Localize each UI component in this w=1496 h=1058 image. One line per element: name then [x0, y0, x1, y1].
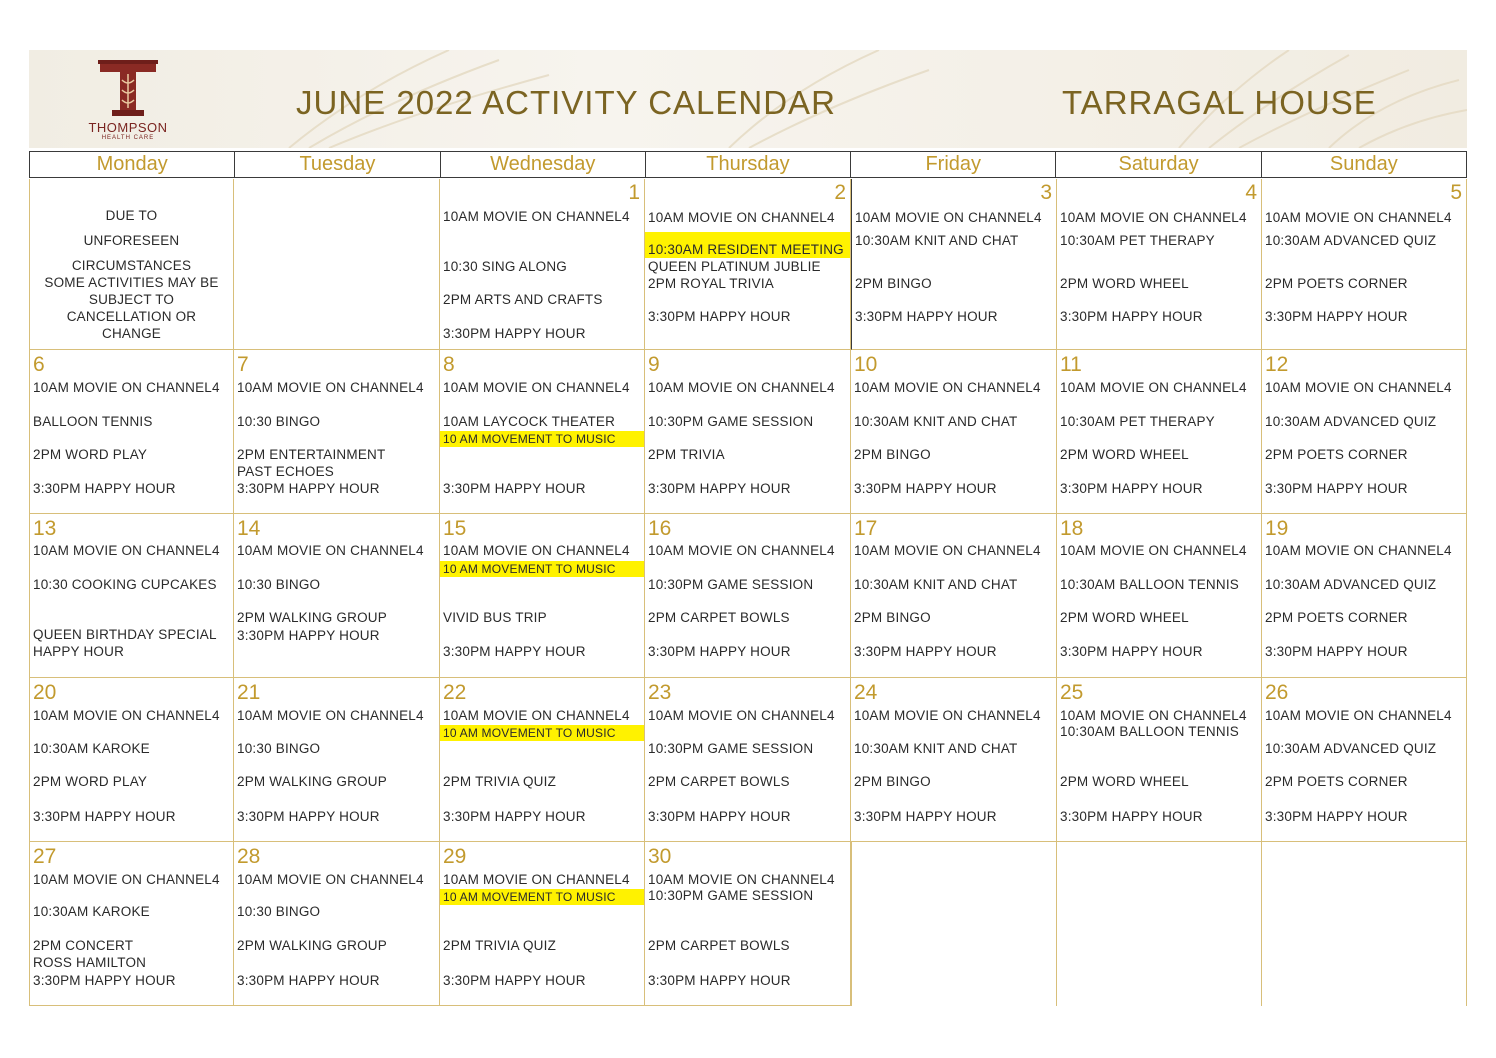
highlighted-event: 10 AM MOVEMENT TO MUSIC — [440, 889, 644, 905]
day-number: 4 — [1245, 181, 1257, 204]
day-cell — [1262, 350, 1467, 514]
day-number: 23 — [648, 681, 672, 704]
event-item: 3:30PM HAPPY HOUR — [854, 481, 997, 496]
event-item: 3:30PM HAPPY HOUR — [648, 644, 791, 659]
event-item: 10:30 COOKING CUPCAKES — [33, 577, 217, 592]
day-cell — [440, 179, 645, 350]
day-cell — [29, 179, 234, 350]
event-item: 2PM BINGO — [854, 610, 931, 625]
event-item: 3:30PM HAPPY HOUR — [854, 644, 997, 659]
day-number: 9 — [648, 353, 660, 376]
day-number: 22 — [443, 681, 467, 704]
event-item: 3:30PM HAPPY HOUR — [33, 481, 176, 496]
event-item: 10AM MOVIE ON CHANNEL4 — [33, 708, 220, 723]
event-item: 2PM BINGO — [854, 774, 931, 789]
event-item: 10AM MOVIE ON CHANNEL4 — [33, 380, 220, 395]
event-item: 10:30 BINGO — [237, 741, 321, 756]
event-item: 3:30PM HAPPY HOUR — [648, 809, 791, 824]
day-number: 18 — [1060, 517, 1084, 540]
weekday-wednesday: Wednesday — [441, 152, 646, 177]
day-number: 2 — [834, 181, 846, 204]
event-item: QUEEN PLATINUM JUBLIE — [648, 259, 821, 274]
day-number: 12 — [1265, 353, 1289, 376]
event-item: 10AM MOVIE ON CHANNEL4 — [854, 543, 1041, 558]
day-number: 28 — [237, 845, 261, 868]
event-item: 2PM CARPET BOWLS — [648, 774, 790, 789]
event-item: 2PM TRIVIA — [648, 447, 725, 462]
house-name: TARRAGAL HOUSE — [1062, 84, 1377, 121]
day-cell — [851, 179, 1057, 350]
event-item: 10AM MOVIE ON CHANNEL4 — [443, 209, 630, 224]
day-number: 25 — [1060, 681, 1084, 704]
event-item: 10:30AM KNIT AND CHAT — [854, 577, 1018, 592]
weekday-friday: Friday — [851, 152, 1056, 177]
day-cell — [1057, 842, 1262, 1006]
event-item: 10AM MOVIE ON CHANNEL4 — [33, 543, 220, 558]
day-number: 11 — [1060, 353, 1082, 376]
event-item: 3:30PM HAPPY HOUR — [1060, 809, 1203, 824]
day-number: 14 — [237, 517, 261, 540]
day-cell — [234, 842, 440, 1006]
day-number: 13 — [33, 517, 57, 540]
event-item: 10:30AM PET THERAPY — [1060, 414, 1215, 429]
event-item: QUEEN BIRTHDAY SPECIAL — [33, 627, 217, 642]
event-item: BALLOON TENNIS — [33, 414, 153, 429]
notice-line: CIRCUMSTANCES — [71, 258, 192, 273]
weekday-saturday: Saturday — [1056, 152, 1261, 177]
event-item: 10AM MOVIE ON CHANNEL4 — [648, 708, 835, 723]
day-cell — [851, 350, 1057, 514]
notice-line: CANCELLATION OR — [66, 309, 197, 324]
event-item: 10:30AM KAROKE — [33, 741, 150, 756]
notice-line: UNFORESEEN — [83, 233, 180, 248]
day-cell — [851, 514, 1057, 678]
event-item: 10:30AM KNIT AND CHAT — [854, 741, 1018, 756]
day-cell — [440, 842, 645, 1006]
event-item: 3:30PM HAPPY HOUR — [443, 644, 586, 659]
event-item: 2PM ENTERTAINMENT — [237, 447, 386, 462]
notice-line: SUBJECT TO — [88, 292, 175, 307]
logo-t-icon — [78, 60, 178, 120]
day-number: 10 — [854, 353, 878, 376]
day-cell — [645, 842, 851, 1006]
event-item: 10AM LAYCOCK THEATER — [443, 414, 616, 429]
notice-line: CHANGE — [102, 326, 161, 341]
event-item: 10AM MOVIE ON CHANNEL4 — [1060, 210, 1247, 225]
day-number: 26 — [1265, 681, 1289, 704]
event-item: 10AM MOVIE ON CHANNEL4 — [237, 380, 424, 395]
day-cell — [1262, 678, 1467, 842]
day-cell — [1057, 678, 1262, 842]
event-item: ROSS HAMILTON — [33, 955, 147, 970]
day-cell — [645, 350, 851, 514]
event-item: 3:30PM HAPPY HOUR — [237, 809, 380, 824]
event-item: 3:30PM HAPPY HOUR — [443, 326, 586, 341]
event-item: 10AM MOVIE ON CHANNEL4 — [1060, 380, 1247, 395]
day-cell — [234, 179, 440, 350]
event-item: 2PM CARPET BOWLS — [648, 938, 790, 953]
day-number: 1 — [628, 181, 640, 204]
event-item: 2PM WALKING GROUP — [237, 774, 387, 789]
event-item: 3:30PM HAPPY HOUR — [33, 809, 176, 824]
day-number: 15 — [443, 517, 467, 540]
event-item: VIVID BUS TRIP — [443, 610, 547, 625]
event-item: 2PM ARTS AND CRAFTS — [443, 292, 603, 307]
day-cell — [1262, 514, 1467, 678]
day-cell — [1057, 514, 1262, 678]
day-cell — [440, 514, 645, 678]
event-item: 2PM ROYAL TRIVIA — [648, 276, 774, 291]
event-item: 10AM MOVIE ON CHANNEL4 — [33, 872, 220, 887]
day-cell — [1262, 842, 1467, 1006]
event-item: 10AM MOVIE ON CHANNEL4 — [237, 708, 424, 723]
logo-subtitle: HEALTH CARE — [101, 135, 155, 141]
event-item: 3:30PM HAPPY HOUR — [237, 628, 380, 643]
weekday-monday: Monday — [30, 152, 235, 177]
event-item: 10:30AM KAROKE — [33, 904, 150, 919]
event-item: 2PM WORD PLAY — [33, 447, 148, 462]
highlighted-event: 10 AM MOVEMENT TO MUSIC — [440, 725, 644, 741]
event-item: 10:30AM BALLOON TENNIS — [1060, 577, 1239, 592]
event-item: 10AM MOVIE ON CHANNEL4 — [648, 210, 835, 225]
event-item: 10AM MOVIE ON CHANNEL4 — [1060, 543, 1247, 558]
notice-line: SOME ACTIVITIES MAY BE — [44, 275, 219, 290]
day-cell — [645, 514, 851, 678]
event-item: 10:30 BINGO — [237, 904, 321, 919]
event-item: 10AM MOVIE ON CHANNEL4 — [648, 872, 835, 887]
day-number: 24 — [854, 681, 878, 704]
weekday-tuesday: Tuesday — [235, 152, 440, 177]
event-item: 3:30PM HAPPY HOUR — [648, 973, 791, 988]
day-cell — [1262, 179, 1467, 350]
day-number: 19 — [1265, 517, 1289, 540]
highlighted-event: 10:30AM RESIDENT MEETING — [645, 232, 850, 258]
event-item: 3:30PM HAPPY HOUR — [1060, 309, 1203, 324]
event-item: PAST ECHOES — [237, 464, 334, 479]
event-item: 2PM POETS CORNER — [1265, 447, 1408, 462]
event-item: 3:30PM HAPPY HOUR — [854, 809, 997, 824]
event-item: 10:30 BINGO — [237, 414, 321, 429]
page-title: JUNE 2022 ACTIVITY CALENDAR — [296, 84, 836, 121]
day-cell — [851, 678, 1057, 842]
day-number: 7 — [237, 353, 249, 376]
event-item: 10AM MOVIE ON CHANNEL4 — [648, 543, 835, 558]
event-item: 2PM WORD WHEEL — [1060, 276, 1189, 291]
event-item: 3:30PM HAPPY HOUR — [855, 309, 998, 324]
highlighted-event: 10 AM MOVEMENT TO MUSIC — [440, 431, 644, 447]
day-cell — [1057, 350, 1262, 514]
day-number: 6 — [33, 353, 45, 376]
event-item: 2PM TRIVIA QUIZ — [443, 774, 557, 789]
event-item: 10AM MOVIE ON CHANNEL4 — [648, 380, 835, 395]
event-item: 2PM WORD PLAY — [33, 774, 148, 789]
event-item: 10AM MOVIE ON CHANNEL4 — [1265, 210, 1452, 225]
day-cell — [234, 514, 440, 678]
event-item: 10:30AM PET THERAPY — [1060, 233, 1215, 248]
event-item: 10:30AM ADVANCED QUIZ — [1265, 741, 1437, 756]
event-item: 10:30AM BALLOON TENNIS — [1060, 724, 1239, 739]
event-item: 2PM POETS CORNER — [1265, 610, 1408, 625]
day-cell — [29, 678, 234, 842]
event-item: 10:30PM GAME SESSION — [648, 888, 814, 903]
notice-line: DUE TO — [105, 208, 158, 223]
event-item: 3:30PM HAPPY HOUR — [1060, 481, 1203, 496]
event-item: 2PM CONCERT — [33, 938, 134, 953]
day-cell — [645, 179, 851, 350]
day-number: 8 — [443, 353, 455, 376]
event-item: 2PM POETS CORNER — [1265, 276, 1408, 291]
event-item: 3:30PM HAPPY HOUR — [443, 481, 586, 496]
event-item: 10AM MOVIE ON CHANNEL4 — [237, 872, 424, 887]
event-item: 2PM CARPET BOWLS — [648, 610, 790, 625]
day-cell — [29, 514, 234, 678]
event-item: 10AM MOVIE ON CHANNEL4 — [1265, 543, 1452, 558]
event-item: 3:30PM HAPPY HOUR — [1265, 309, 1408, 324]
event-item: 10AM MOVIE ON CHANNEL4 — [1265, 380, 1452, 395]
event-item: 10:30AM ADVANCED QUIZ — [1265, 414, 1437, 429]
event-item: 2PM BINGO — [855, 276, 932, 291]
day-cell — [29, 842, 234, 1006]
event-item: 10:30AM ADVANCED QUIZ — [1265, 233, 1437, 248]
highlighted-event: 10 AM MOVEMENT TO MUSIC — [440, 561, 644, 577]
event-item: 10:30AM KNIT AND CHAT — [854, 414, 1018, 429]
event-item: 10:30PM GAME SESSION — [648, 741, 814, 756]
weekday-header — [29, 151, 1467, 178]
logo-brand: THOMPSON — [88, 120, 168, 135]
event-item: 3:30PM HAPPY HOUR — [1265, 809, 1408, 824]
day-number: 21 — [237, 681, 261, 704]
day-cell — [234, 678, 440, 842]
event-item: 3:30PM HAPPY HOUR — [237, 481, 380, 496]
day-cell — [29, 350, 234, 514]
event-item: 10:30AM KNIT AND CHAT — [855, 233, 1019, 248]
event-item: 10AM MOVIE ON CHANNEL4 — [854, 708, 1041, 723]
day-cell — [440, 678, 645, 842]
event-item: 10AM MOVIE ON CHANNEL4 — [443, 708, 630, 723]
event-item: 3:30PM HAPPY HOUR — [443, 809, 586, 824]
weekday-thursday: Thursday — [646, 152, 851, 177]
day-number: 27 — [33, 845, 57, 868]
event-item: 10AM MOVIE ON CHANNEL4 — [443, 872, 630, 887]
event-item: 2PM TRIVIA QUIZ — [443, 938, 557, 953]
weekday-sunday: Sunday — [1329, 153, 1398, 175]
event-item: 2PM WALKING GROUP — [237, 938, 387, 953]
thompson-logo — [78, 60, 178, 146]
event-item: 10AM MOVIE ON CHANNEL4 — [443, 543, 630, 558]
event-item: 10AM MOVIE ON CHANNEL4 — [855, 210, 1042, 225]
event-item: 2PM WORD WHEEL — [1060, 610, 1189, 625]
event-item: 10:30 SING ALONG — [443, 259, 568, 274]
event-item: 10AM MOVIE ON CHANNEL4 — [237, 543, 424, 558]
event-item: 2PM WALKING GROUP — [237, 610, 387, 625]
day-cell — [440, 350, 645, 514]
day-cell — [851, 842, 1057, 1006]
event-item: 3:30PM HAPPY HOUR — [1060, 644, 1203, 659]
event-item: 3:30PM HAPPY HOUR — [237, 973, 380, 988]
event-item: 10:30AM ADVANCED QUIZ — [1265, 577, 1437, 592]
event-item: 10AM MOVIE ON CHANNEL4 — [1060, 708, 1247, 723]
event-item: 2PM WORD WHEEL — [1060, 447, 1189, 462]
event-item: 3:30PM HAPPY HOUR — [1265, 481, 1408, 496]
event-item: 2PM WORD WHEEL — [1060, 774, 1189, 789]
event-item: 10:30 BINGO — [237, 577, 321, 592]
day-number: 17 — [854, 517, 878, 540]
event-item: 10AM MOVIE ON CHANNEL4 — [443, 380, 630, 395]
event-item: 3:30PM HAPPY HOUR — [1265, 644, 1408, 659]
day-cell — [1057, 179, 1262, 350]
event-item: 3:30PM HAPPY HOUR — [33, 973, 176, 988]
day-number: 3 — [1040, 181, 1052, 204]
day-cell — [645, 678, 851, 842]
day-number: 20 — [33, 681, 57, 704]
event-item: 10:30PM GAME SESSION — [648, 577, 814, 592]
day-cell — [234, 350, 440, 514]
event-item: HAPPY HOUR — [33, 644, 125, 659]
event-item: 10:30PM GAME SESSION — [648, 414, 814, 429]
event-item: 3:30PM HAPPY HOUR — [648, 309, 791, 324]
day-number: 5 — [1450, 181, 1462, 204]
event-item: 10AM MOVIE ON CHANNEL4 — [854, 380, 1041, 395]
event-item: 10AM MOVIE ON CHANNEL4 — [1265, 708, 1452, 723]
event-item: 2PM POETS CORNER — [1265, 774, 1408, 789]
event-item: 3:30PM HAPPY HOUR — [648, 481, 791, 496]
event-item: 3:30PM HAPPY HOUR — [443, 973, 586, 988]
day-number: 30 — [648, 845, 672, 868]
event-item: 2PM BINGO — [854, 447, 931, 462]
day-number: 29 — [443, 845, 467, 868]
day-number: 16 — [648, 517, 672, 540]
